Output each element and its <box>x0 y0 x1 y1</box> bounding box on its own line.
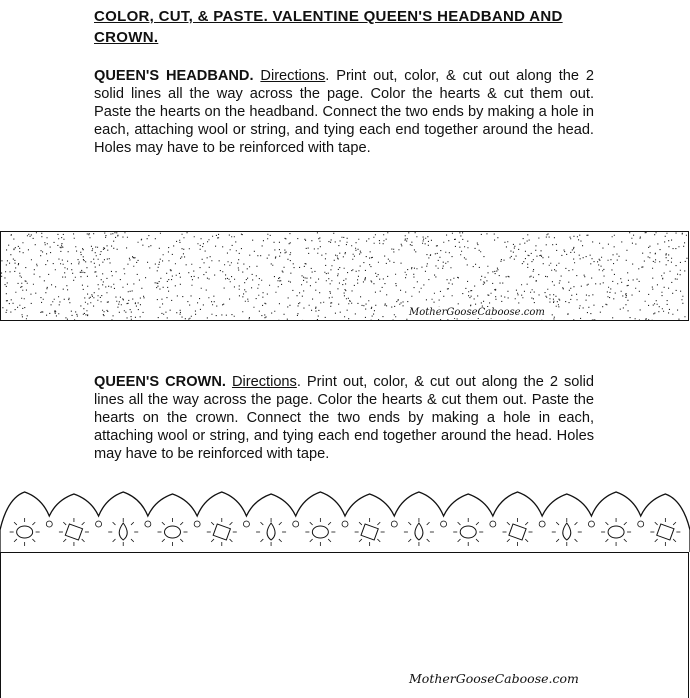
stipple-pattern <box>1 232 689 321</box>
page-title: COLOR, CUT, & PASTE. VALENTINE QUEEN'S HEADBAND AND CROWN. <box>94 8 563 46</box>
headband-directions-text: . Print out, color, & cut out along the 2 solid lines all the way across the page. Color the hearts & cut them out. Paste the hearts on the headband. Connect the two ends by making a hole in each, attaching wool or string, and tying each end together around the head. Holes may have to be reinforced with tape. <box>94 68 594 156</box>
crown-heading: QUEEN'S CROWN. <box>94 374 226 390</box>
crown-directions <box>94 373 594 463</box>
headband-directions-label: Directions <box>260 68 326 84</box>
headband-heading: QUEEN'S HEADBAND. <box>94 68 254 84</box>
crown-band-area <box>0 552 689 698</box>
crown-scalloped-edge <box>0 492 690 552</box>
headband-directions <box>94 67 594 157</box>
crown-watermark: MotherGooseCaboose.com <box>409 671 579 686</box>
headband-watermark: MotherGooseCaboose.com <box>409 307 545 318</box>
crown-directions-label: Directions <box>231 374 297 390</box>
crown-jewels <box>10 518 681 546</box>
crown-directions-text: . Print out, color, & cut out along the 2 solid lines all the way across the page. Color the hearts & cut them out. Paste the hearts on the crown. Connect the two ends by making a hole in each, attaching wool or string, and tying each end together around the head. Holes may have to be reinforced with tape. <box>94 374 594 462</box>
headband-strip <box>0 231 689 321</box>
